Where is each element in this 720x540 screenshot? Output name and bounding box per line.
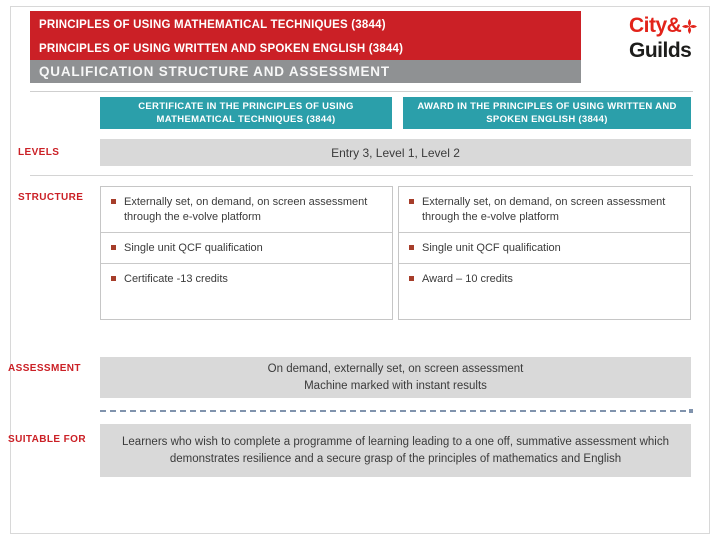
bullet-icon [111,276,116,281]
assessment-line-1: On demand, externally set, on screen assessment [267,362,524,375]
structure-item-text: Single unit QCF qualification [124,241,263,254]
column-header-certificate: CERTIFICATE IN THE PRINCIPLES OF USING MATHEMATICAL TECHNIQUES (3844) [100,97,392,129]
structure-item [399,264,690,319]
logo-flourish-icon [682,19,697,38]
bullet-icon [409,199,414,204]
city-guilds-logo [629,15,709,61]
structure-column-certificate [100,186,393,320]
bullet-icon [111,199,116,204]
dashed-divider-end-dot [689,409,693,413]
structure-item-text: Award – 10 credits [422,272,513,285]
structure-item [399,233,690,264]
structure-item-text: Externally set, on demand, on screen assessment through the e-volve platform [422,196,666,223]
column-header-award: AWARD IN THE PRINCIPLES OF USING WRITTEN AND SPOKEN ENGLISH (3844) [403,97,691,129]
header-banner [30,11,581,83]
assessment-line-2: Machine marked with instant results [304,379,487,392]
title-line-2: PRINCIPLES OF USING WRITTEN AND SPOKEN ENGLISH (3844) [30,38,581,60]
title-line-1: PRINCIPLES OF USING MATHEMATICAL TECHNIQUES (3844) [30,11,581,38]
assessment-value-bar [100,357,691,398]
assessment-label: ASSESSMENT [8,363,81,374]
logo-city-text: City& [629,14,682,37]
structure-column-award [398,186,691,320]
suitable-for-value-bar: Learners who wish to complete a programme of learning leading to a one off, summative assessment which demonstrates resilience and a secure grasp of the principles of mathematics and English [100,424,691,477]
structure-item [101,187,392,233]
header-divider [30,91,693,92]
suitable-for-label: SUITABLE FOR [8,434,86,445]
dashed-divider [100,410,686,412]
bullet-icon [111,245,116,250]
levels-label: LEVELS [18,147,60,158]
bullet-icon [409,245,414,250]
logo-guilds-text: Guilds [629,39,692,62]
bullet-icon [409,276,414,281]
structure-item-text: Externally set, on demand, on screen assessment through the e-volve platform [124,196,368,223]
structure-item-text: Single unit QCF qualification [422,241,561,254]
structure-table [100,186,691,320]
section-divider [30,175,693,176]
structure-item [399,187,690,233]
levels-value-bar: Entry 3, Level 1, Level 2 [100,139,691,166]
structure-item [101,264,392,319]
structure-label: STRUCTURE [18,192,84,203]
subtitle-bar: QUALIFICATION STRUCTURE AND ASSESSMENT [30,60,581,83]
structure-item [101,233,392,264]
structure-item-text: Certificate -13 credits [124,272,228,285]
